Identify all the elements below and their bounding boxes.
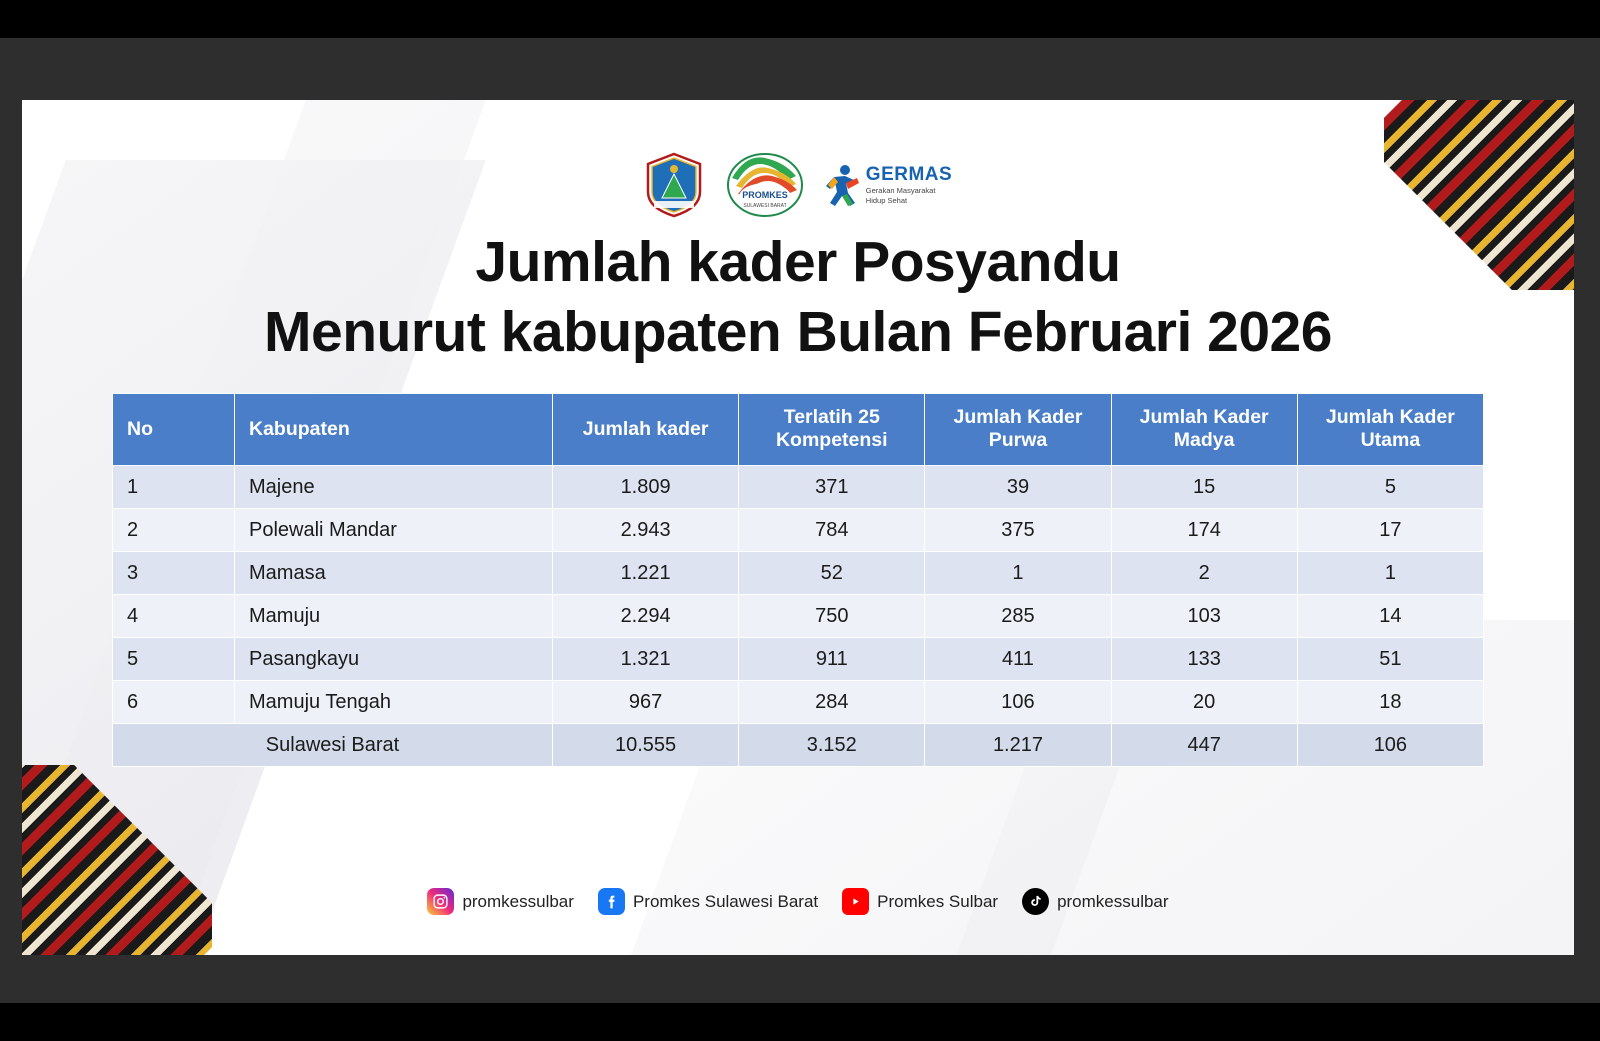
column-header-madya-line2: Madya <box>1173 429 1235 452</box>
cell-madya: 20 <box>1111 680 1297 723</box>
cell-kabupaten: Mamasa <box>235 551 553 594</box>
cell-utama: 1 <box>1297 551 1483 594</box>
cell-purwa: 411 <box>925 637 1111 680</box>
cell-kabupaten: Mamuju Tengah <box>235 680 553 723</box>
youtube-icon[interactable] <box>842 888 869 915</box>
cell-purwa: 375 <box>925 508 1111 551</box>
table-header-row <box>113 394 1484 466</box>
germas-logo <box>826 163 952 207</box>
cell-terlatih: 52 <box>739 551 925 594</box>
cell-madya: 15 <box>1111 465 1297 508</box>
social-youtube[interactable] <box>842 888 998 915</box>
column-header-terlatih-25-kompetensi <box>739 394 925 466</box>
facebook-icon[interactable] <box>598 888 625 915</box>
slide-canvas <box>22 100 1574 955</box>
germas-text-block <box>866 165 952 205</box>
page-title-line2: Menurut kabupaten Bulan Februari 2026 <box>264 299 1332 364</box>
table-row <box>113 508 1484 551</box>
cell-total-utama: 106 <box>1297 723 1483 766</box>
column-header-terlatih-line1: Terlatih 25 <box>783 406 880 428</box>
column-header-kader-purwa <box>925 394 1111 466</box>
cell-jumlah-kader: 967 <box>553 680 739 723</box>
ethnic-pattern-bottom-left <box>22 765 212 955</box>
svg-text:PROMKES: PROMKES <box>742 190 788 200</box>
cell-no: 3 <box>113 551 235 594</box>
cell-jumlah-kader: 1.321 <box>553 637 739 680</box>
cell-no: 2 <box>113 508 235 551</box>
data-table-container <box>112 393 1484 767</box>
cell-kabupaten: Polewali Mandar <box>235 508 553 551</box>
table-row <box>113 594 1484 637</box>
table-row <box>113 551 1484 594</box>
cell-jumlah-kader: 1.809 <box>553 465 739 508</box>
cell-terlatih: 371 <box>739 465 925 508</box>
column-header-kabupaten: Kabupaten <box>235 394 553 466</box>
cell-purwa: 106 <box>925 680 1111 723</box>
page-title-line1: Jumlah kader Posyandu <box>475 230 1121 294</box>
cell-purwa: 285 <box>925 594 1111 637</box>
cell-jumlah-kader: 1.221 <box>553 551 739 594</box>
cell-utama: 18 <box>1297 680 1483 723</box>
germas-title: GERMAS <box>865 164 953 186</box>
table-row <box>113 680 1484 723</box>
column-header-utama-line1: Jumlah Kader <box>1325 406 1455 428</box>
tiktok-handle: promkessulbar <box>1057 891 1169 911</box>
cell-purwa: 1 <box>925 551 1111 594</box>
cell-total-purwa: 1.217 <box>925 723 1111 766</box>
column-header-madya-line1: Jumlah Kader <box>1139 406 1269 428</box>
youtube-handle: Promkes Sulbar <box>877 891 999 911</box>
cell-madya: 2 <box>1111 551 1297 594</box>
table-row <box>113 465 1484 508</box>
social-tiktok[interactable] <box>1022 888 1169 915</box>
cell-kabupaten: Mamuju <box>235 594 553 637</box>
cell-terlatih: 784 <box>739 508 925 551</box>
cell-terlatih: 750 <box>739 594 925 637</box>
table-row <box>113 637 1484 680</box>
cell-madya: 133 <box>1111 637 1297 680</box>
column-header-kader-utama <box>1297 394 1483 466</box>
instagram-icon[interactable] <box>427 888 454 915</box>
cell-total-label: Sulawesi Barat <box>113 723 553 766</box>
social-facebook[interactable] <box>598 888 818 915</box>
germas-subtitle-line2: Hidup Sehat <box>865 195 908 205</box>
table-body <box>113 465 1484 766</box>
svg-text:SULAWESI BARAT: SULAWESI BARAT <box>743 203 787 209</box>
column-header-purwa-line2: Purwa <box>988 429 1048 452</box>
instagram-handle: promkessulbar <box>462 891 574 911</box>
cell-no: 1 <box>113 465 235 508</box>
table-header <box>113 394 1484 466</box>
column-header-purwa-line1: Jumlah Kader <box>953 406 1083 428</box>
cell-kabupaten: Majene <box>235 465 553 508</box>
cell-utama: 17 <box>1297 508 1483 551</box>
cell-total-terlatih: 3.152 <box>739 723 925 766</box>
cell-jumlah-kader: 2.294 <box>553 594 739 637</box>
social-footer <box>22 888 1574 915</box>
cell-jumlah-kader: 2.943 <box>553 508 739 551</box>
facebook-handle: Promkes Sulawesi Barat <box>632 891 819 911</box>
column-header-jumlah-kader: Jumlah kader <box>553 394 739 466</box>
sulawesi-barat-emblem-icon <box>644 152 704 218</box>
cell-total-jumlah-kader: 10.555 <box>553 723 739 766</box>
cell-madya: 103 <box>1111 594 1297 637</box>
page-title <box>22 228 1574 367</box>
germas-subtitle-line1: Gerakan Masyarakat <box>865 186 936 196</box>
cell-utama: 14 <box>1297 594 1483 637</box>
social-instagram[interactable] <box>427 888 574 915</box>
cell-no: 5 <box>113 637 235 680</box>
cell-no: 6 <box>113 680 235 723</box>
cell-madya: 174 <box>1111 508 1297 551</box>
column-header-terlatih-line2: Kompetensi <box>775 429 888 452</box>
column-header-utama-line2: Utama <box>1360 429 1421 452</box>
table-total-row <box>113 723 1484 766</box>
cell-utama: 51 <box>1297 637 1483 680</box>
germas-figure-icon <box>826 163 860 207</box>
cell-purwa: 39 <box>925 465 1111 508</box>
cell-total-madya: 447 <box>1111 723 1297 766</box>
logo-row <box>22 150 1574 220</box>
cell-kabupaten: Pasangkayu <box>235 637 553 680</box>
germas-subtitle <box>866 186 952 205</box>
cell-terlatih: 284 <box>739 680 925 723</box>
promkes-siola-logo-icon <box>726 150 804 220</box>
cell-utama: 5 <box>1297 465 1483 508</box>
cell-terlatih: 911 <box>739 637 925 680</box>
tiktok-icon[interactable] <box>1022 888 1049 915</box>
column-header-kader-madya <box>1111 394 1297 466</box>
kader-posyandu-table <box>112 393 1484 767</box>
cell-no: 4 <box>113 594 235 637</box>
ethnic-stripes <box>22 765 212 955</box>
column-header-no: No <box>113 394 235 466</box>
